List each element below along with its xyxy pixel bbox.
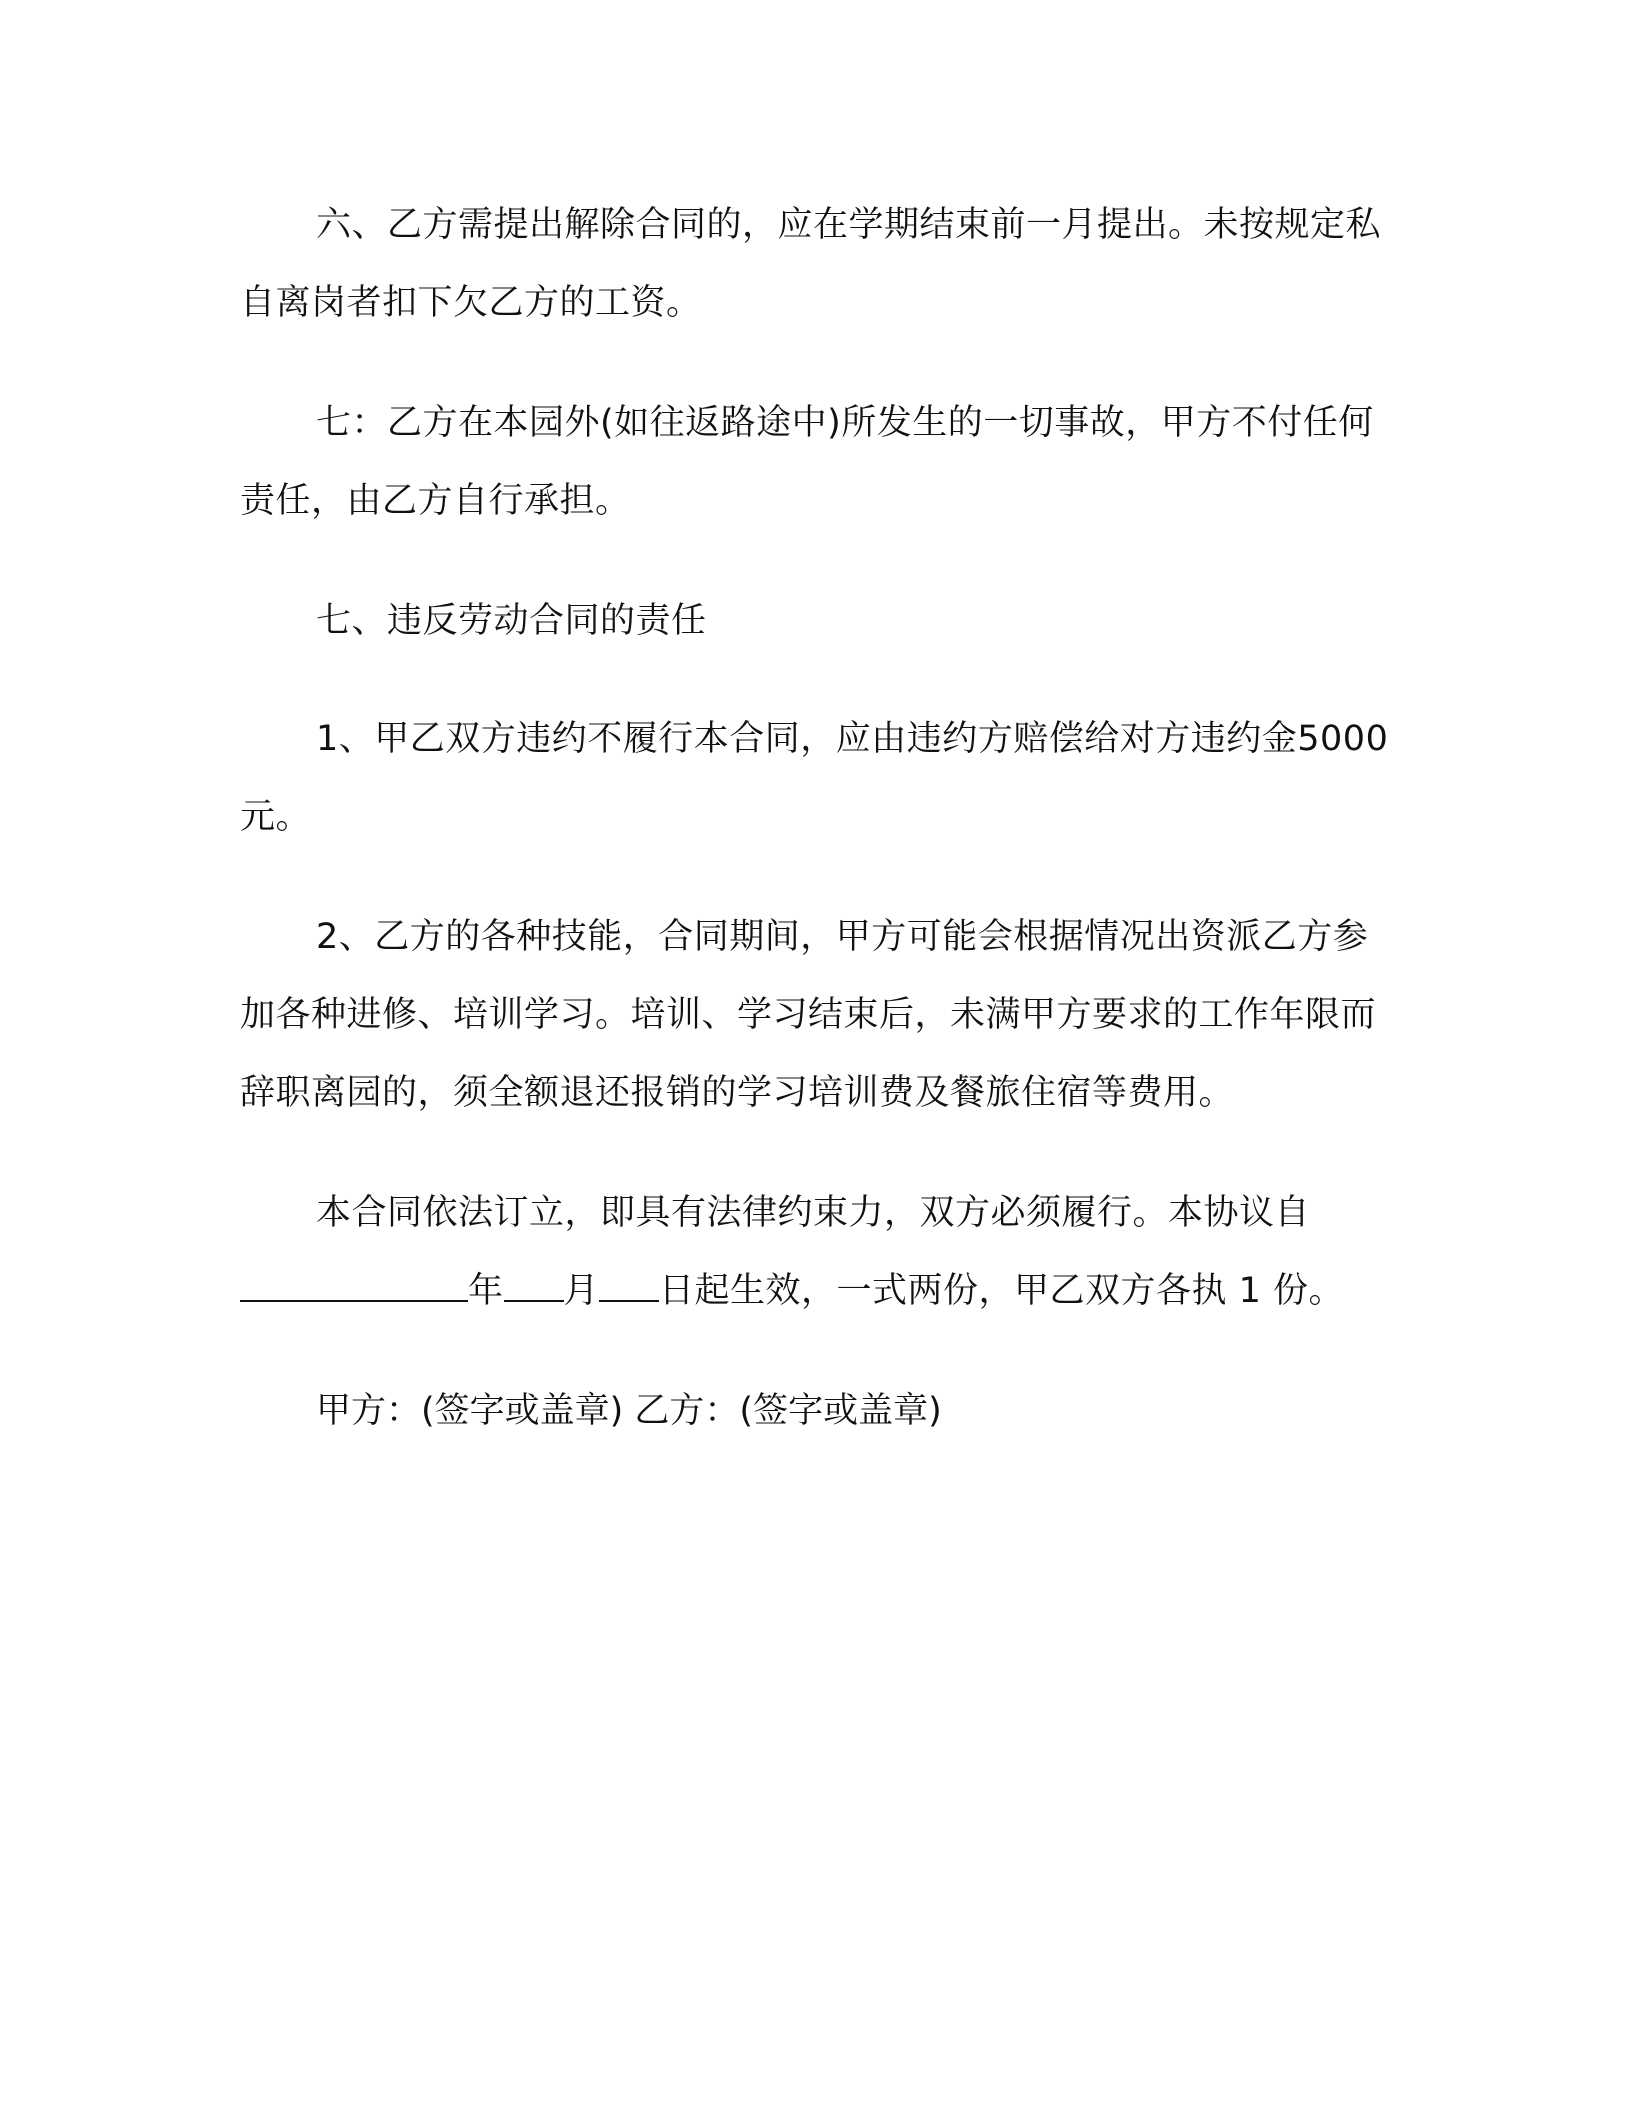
signature-line: 甲方：(签字或盖章) 乙方：(签字或盖章) [316, 1391, 942, 1431]
month-label: 月 [563, 1271, 600, 1311]
clause-seven-accidents: 七：乙方在本园外(如往返路途中)所发生的一切事故，甲方不付任何责任，由乙方自行承担。 [240, 403, 1374, 521]
document-body [240, 186, 1390, 1450]
clause-six-termination: 六、乙方需提出解除合同的，应在学期结束前一月提出。未按规定私自离岗者扣下欠乙方的工资。 [240, 205, 1382, 323]
effective-date-intro: 本合同依法订立，即具有法律约束力，双方必须履行。本协议自 [316, 1193, 1311, 1233]
clause-training-refund: 2、乙方的各种技能，合同期间，甲方可能会根据情况出资派乙方参加各种进修、培训学习。培训、学习结束后，未满甲方要求的工作年限而辞职离园的，须全额退还报销的学习培训费及餐旅住宿等费用。 [240, 917, 1377, 1113]
year-label: 年 [468, 1271, 504, 1311]
day-and-copies-text: 日起生效，一式两份，甲乙双方各执 1 份。 [659, 1271, 1345, 1311]
clause-breach-penalty: 1、甲乙双方违约不履行本合同，应由违约方赔偿给对方违约金5000 元。 [240, 719, 1389, 837]
year-blank [240, 1270, 468, 1302]
day-blank [599, 1270, 659, 1302]
section-heading-breach-liability: 七、违反劳动合同的责任 [316, 601, 707, 641]
clause-effective-date [240, 1174, 1390, 1330]
month-blank [504, 1270, 564, 1302]
